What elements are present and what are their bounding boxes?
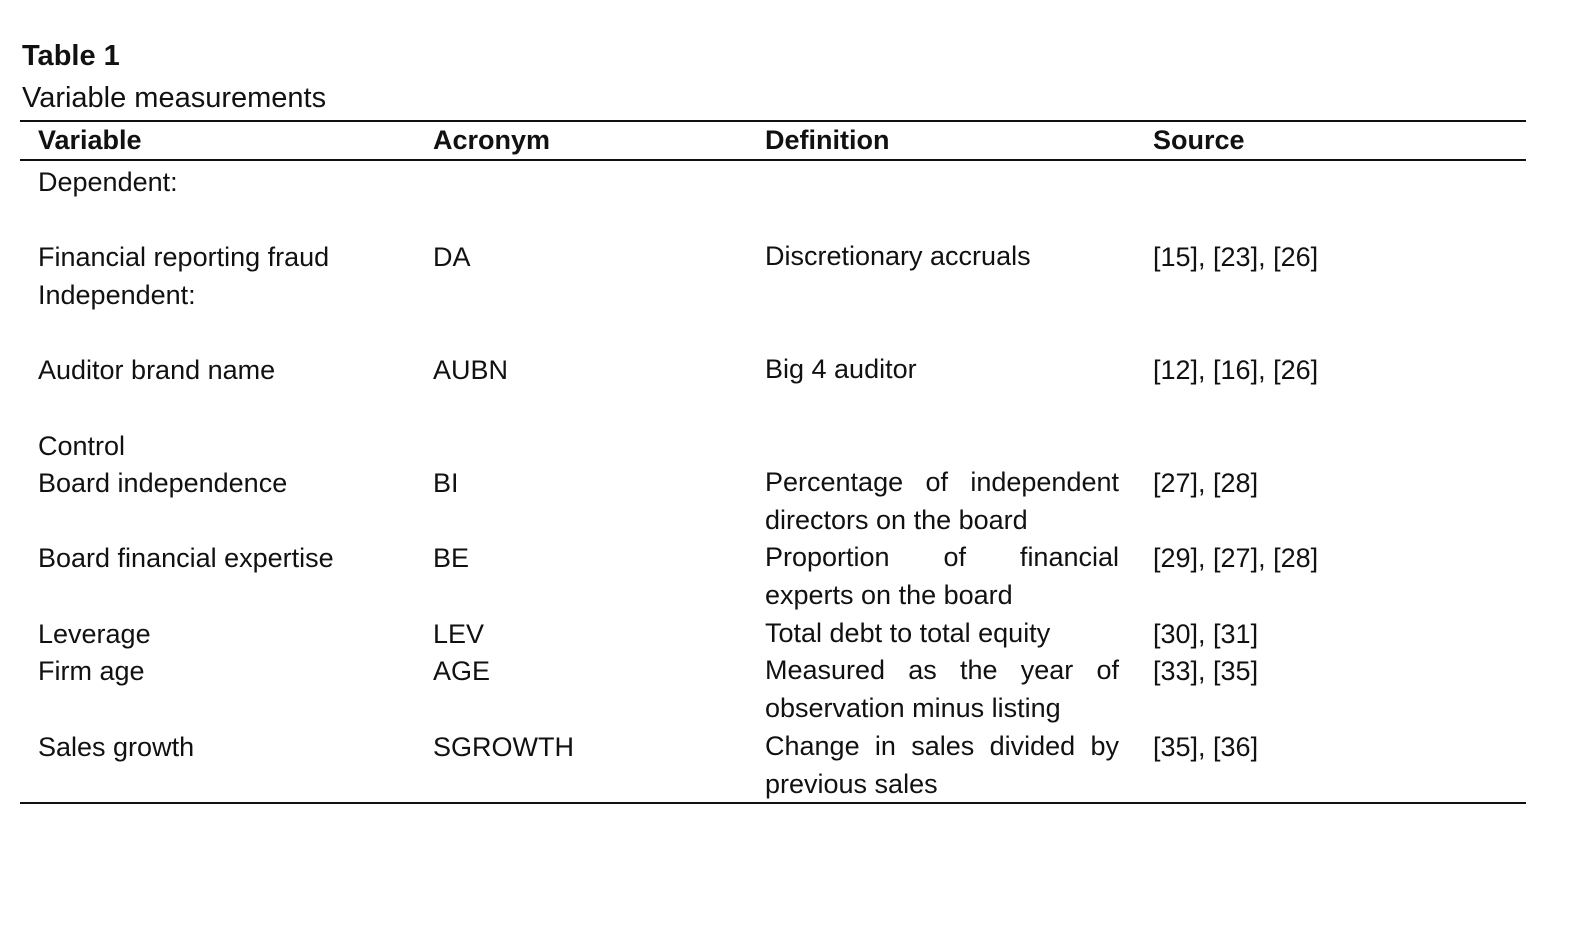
row-variable: Auditor brand name [38, 355, 276, 385]
row-definition: Percentage of independent directors on the board [765, 467, 1119, 535]
row-acronym: LEV [433, 619, 485, 649]
row-source: [35], [36] [1153, 732, 1259, 762]
table-caption: Variable measurements [22, 82, 327, 114]
header-acronym: Acronym [433, 125, 551, 155]
header-variable: Variable [38, 125, 142, 155]
row-variable: Financial reporting fraud [38, 242, 330, 272]
row-acronym: SGROWTH [433, 732, 574, 762]
row-source: [12], [16], [26] [1153, 355, 1319, 385]
header-source: Source [1153, 125, 1245, 155]
row-definition: Big 4 auditor [765, 354, 917, 384]
row-acronym: DA [433, 242, 471, 272]
row-variable: Leverage [38, 619, 151, 649]
row-acronym: AGE [433, 656, 491, 686]
header-definition: Definition [765, 125, 890, 155]
row-acronym: AUBN [433, 355, 509, 385]
row-variable: Board independence [38, 468, 288, 498]
row-source: [33], [35] [1153, 656, 1259, 686]
row-definition: Discretionary accruals [765, 241, 1031, 271]
section-dependent: Dependent: [38, 167, 178, 197]
row-definition: Proportion of financial experts on the board [765, 542, 1119, 610]
row-variable: Firm age [38, 656, 145, 686]
table-header-rule [20, 159, 1526, 161]
row-definition: Total debt to total equity [765, 618, 1051, 648]
row-acronym: BE [433, 543, 470, 573]
row-variable: Sales growth [38, 732, 195, 762]
section-independent: Independent: [38, 280, 196, 310]
table-number: Table 1 [22, 40, 120, 72]
row-definition: Change in sales divided by previous sales [765, 731, 1119, 799]
row-definition: Measured as the year of observation minus listing [765, 655, 1119, 723]
table-bottom-rule [20, 802, 1526, 804]
row-variable: Board financial expertise [38, 543, 334, 573]
section-control: Control [38, 431, 126, 461]
row-source: [15], [23], [26] [1153, 242, 1319, 272]
row-source: [29], [27], [28] [1153, 543, 1319, 573]
row-acronym: BI [433, 468, 459, 498]
row-source: [30], [31] [1153, 619, 1259, 649]
row-source: [27], [28] [1153, 468, 1259, 498]
